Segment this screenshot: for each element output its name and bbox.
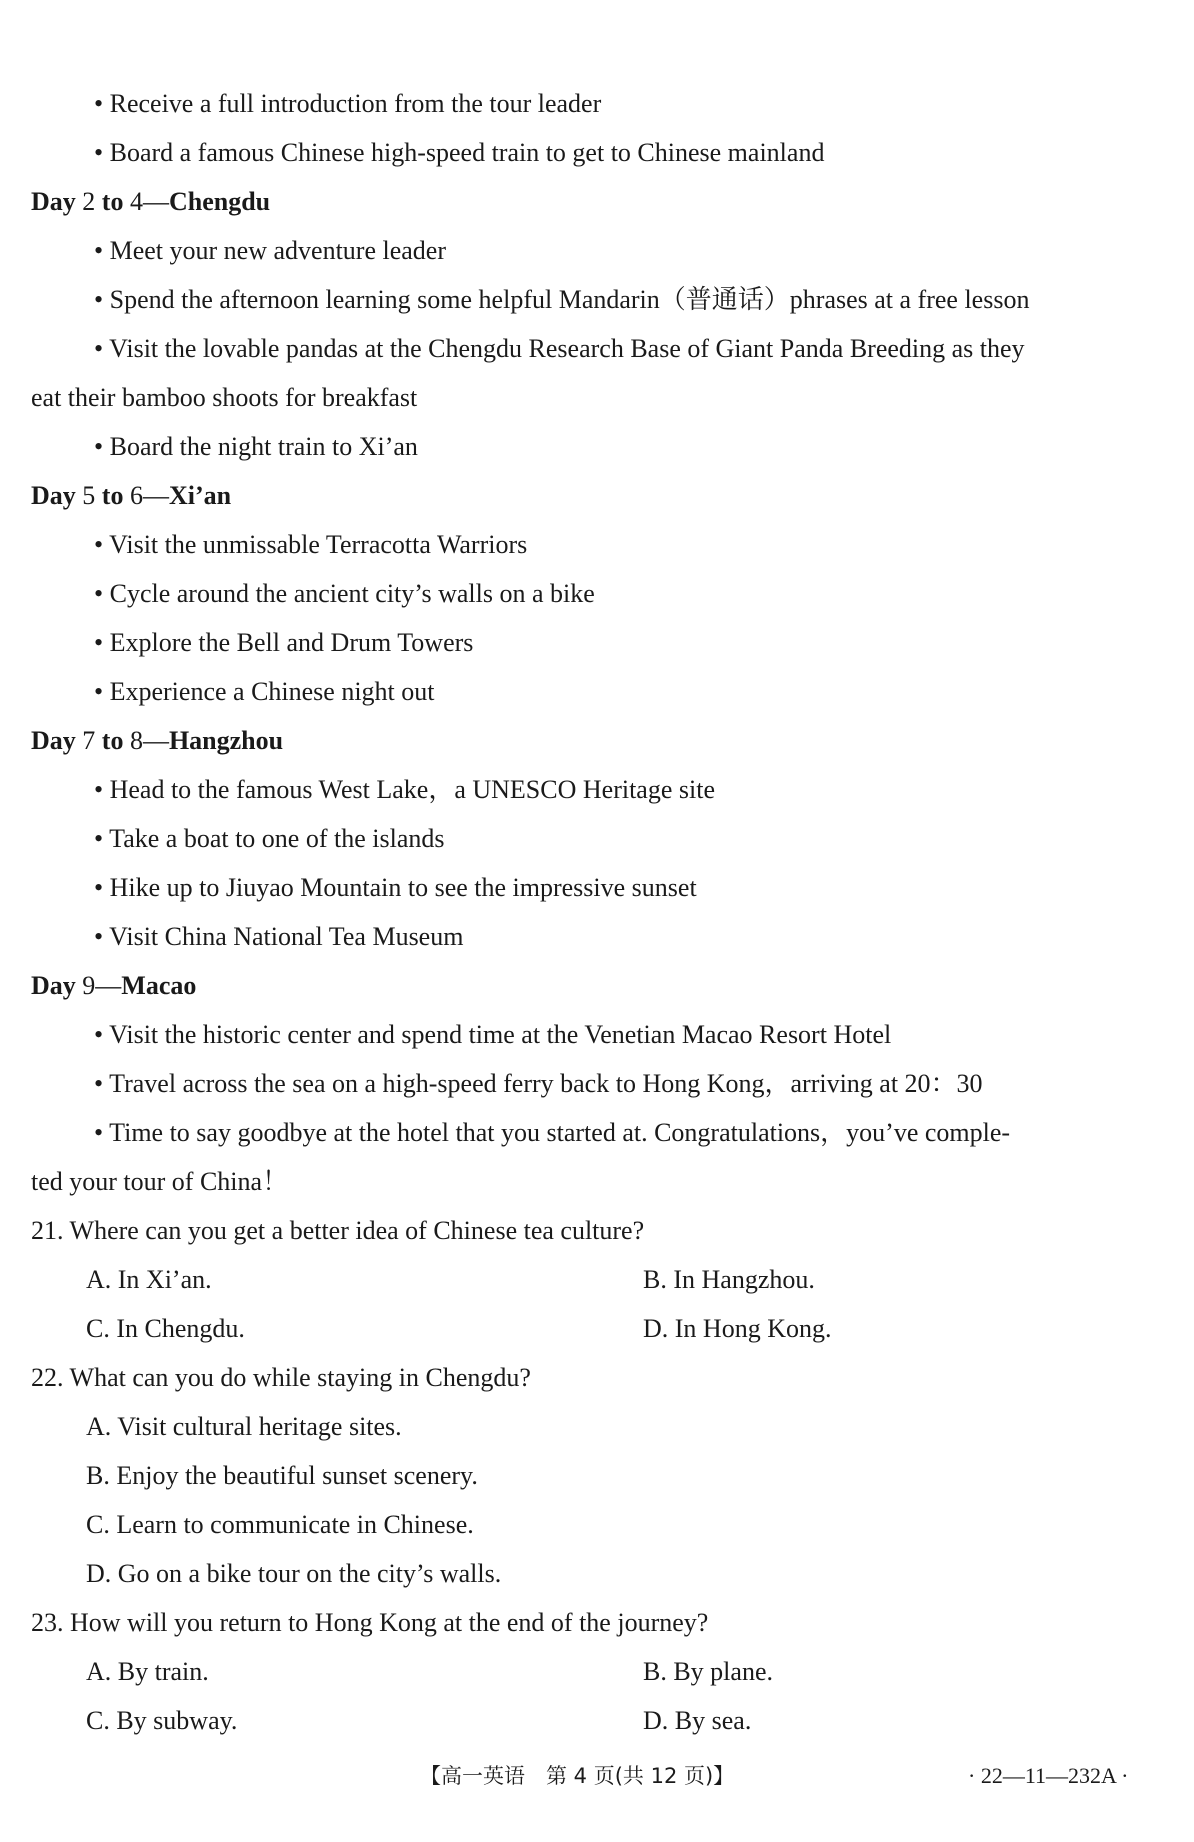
option-a: A. In Xi’an. xyxy=(86,1265,212,1294)
page-footer xyxy=(0,1756,1194,1796)
list-item: • Board a famous Chinese high-speed train to get to Chinese mainland xyxy=(94,138,825,167)
option-a: A. By train. xyxy=(86,1657,209,1686)
day-heading-macao: Day 9—Macao xyxy=(31,971,197,1000)
option-b: B. Enjoy the beautiful sunset scenery. xyxy=(86,1461,478,1490)
option-row xyxy=(0,1304,1194,1353)
list-item: • Take a boat to one of the islands xyxy=(94,824,445,853)
list-item: • Receive a full introduction from the tour leader xyxy=(94,89,602,118)
list-item: • Meet your new adventure leader xyxy=(94,236,447,265)
option-row xyxy=(0,1549,1194,1598)
option-row xyxy=(0,1696,1194,1745)
list-item-continuation: ted your tour of China！ xyxy=(31,1167,289,1196)
option-row xyxy=(0,1255,1194,1304)
option-row xyxy=(0,1451,1194,1500)
list-item: • Visit the historic center and spend time at the Venetian Macao Resort Hotel xyxy=(94,1020,892,1049)
option-b: B. In Hangzhou. xyxy=(643,1265,815,1294)
option-row xyxy=(0,1500,1194,1549)
list-item-continuation: eat their bamboo shoots for breakfast xyxy=(31,383,418,412)
list-item: • Travel across the sea on a high-speed ferry back to Hong Kong，arriving at 20：30 xyxy=(94,1069,983,1098)
option-b: B. By plane. xyxy=(643,1657,773,1686)
list-item: • Visit the unmissable Terracotta Warriors xyxy=(94,530,528,559)
option-row xyxy=(0,1647,1194,1696)
day-heading-chengdu: Day 2 to 4—Chengdu xyxy=(31,187,271,216)
question-stem: 22. What can you do while staying in Chengdu? xyxy=(31,1363,531,1392)
option-a: A. Visit cultural heritage sites. xyxy=(86,1412,402,1441)
list-item: • Experience a Chinese night out xyxy=(94,677,435,706)
option-d: D. Go on a bike tour on the city’s walls. xyxy=(86,1559,502,1588)
question-stem: 23. How will you return to Hong Kong at the end of the journey? xyxy=(31,1608,709,1637)
list-item: • Visit China National Tea Museum xyxy=(94,922,464,951)
list-item: • Explore the Bell and Drum Towers xyxy=(94,628,474,657)
option-d: D. By sea. xyxy=(643,1706,752,1735)
list-item: • Cycle around the ancient city’s walls on a bike xyxy=(94,579,595,608)
list-item: • Visit the lovable pandas at the Chengdu Research Base of Giant Panda Breeding as they xyxy=(94,334,1025,363)
list-item: • Head to the famous West Lake，a UNESCO Heritage site xyxy=(94,775,715,804)
list-item: • Board the night train to Xi’an xyxy=(94,432,418,461)
list-item: • Time to say goodbye at the hotel that you started at. Congratulations，you’ve comple- xyxy=(94,1118,1011,1147)
question-stem: 21. Where can you get a better idea of Chinese tea culture? xyxy=(31,1216,645,1245)
day-heading-xian: Day 5 to 6—Xi’an xyxy=(31,481,232,510)
option-c: C. Learn to communicate in Chinese. xyxy=(86,1510,474,1539)
option-d: D. In Hong Kong. xyxy=(643,1314,832,1343)
list-item: • Hike up to Jiuyao Mountain to see the impressive sunset xyxy=(94,873,697,902)
list-item: • Spend the afternoon learning some helpful Mandarin（普通话）phrases at a free lesson xyxy=(94,285,1030,314)
option-c: C. By subway. xyxy=(86,1706,238,1735)
option-c: C. In Chengdu. xyxy=(86,1314,245,1343)
page-number-label: 【高一英语 第 4 页(共 12 页)】 xyxy=(420,1764,735,1788)
option-row xyxy=(0,1402,1194,1451)
day-heading-hangzhou: Day 7 to 8—Hangzhou xyxy=(31,726,284,755)
exam-code: · 22—11—232A · xyxy=(968,1763,1129,1788)
